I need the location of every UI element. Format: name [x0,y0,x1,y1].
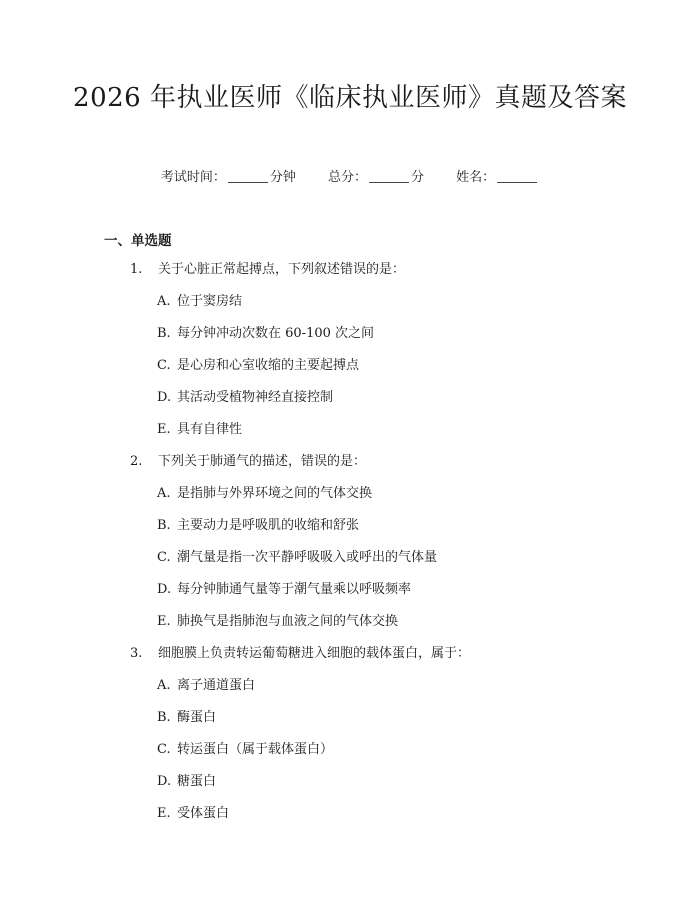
question-stem [0,254,700,286]
option-letter: A. [157,294,171,309]
question-text: 细胞膜上负责转运葡萄糖进入细胞的载体蛋白，属于： [158,646,471,661]
option-b [0,702,700,734]
section-title: 一、单选题 [104,233,172,249]
score-blank [369,170,409,183]
option-text: 受体蛋白 [177,806,230,821]
score-unit: 分 [411,170,425,185]
option-letter: E. [157,614,171,629]
option-letter: E. [157,806,171,821]
time-label: 考试时间： [160,170,226,185]
option-text: 位于窦房结 [177,294,243,309]
question-1 [0,254,700,446]
option-text: 每分钟肺通气量等于潮气量乘以呼吸频率 [177,582,412,597]
question-number: 1. [130,262,143,277]
question-number: 3. [130,646,143,661]
option-letter: D. [157,582,172,597]
option-text: 糖蛋白 [177,774,217,789]
option-b [0,510,700,542]
option-b [0,318,700,350]
option-letter: E. [157,422,171,437]
option-letter: C. [157,358,171,373]
exam-score [328,170,424,185]
question-stem [0,446,700,478]
option-letter: B. [157,326,171,341]
option-c [0,734,700,766]
option-letter: D. [157,390,172,405]
question-text: 关于心脏正常起搏点，下列叙述错误的是： [158,262,406,277]
option-e [0,606,700,638]
option-text: 其活动受植物神经直接控制 [177,390,334,405]
option-e [0,798,700,830]
option-letter: C. [157,742,171,757]
exam-time [161,170,296,185]
option-text: 是指肺与外界环境之间的气体交换 [177,486,373,501]
option-letter: A. [157,678,171,693]
option-text: 主要动力是呼吸肌的收缩和舒张 [177,518,360,533]
option-text: 具有自律性 [177,422,243,437]
option-text: 酶蛋白 [177,710,217,725]
option-a [0,478,700,510]
option-letter: D. [157,774,172,789]
option-c [0,542,700,574]
option-text: 是心房和心室收缩的主要起搏点 [177,358,360,373]
option-d [0,574,700,606]
option-letter: C. [157,550,171,565]
question-3 [0,638,700,830]
question-list [0,254,700,830]
option-text: 转运蛋白（属于载体蛋白） [177,742,334,757]
question-number: 2. [130,454,143,469]
option-text: 每分钟冲动次数在 60-100 次之间 [177,326,375,341]
option-text: 肺换气是指肺泡与血液之间的气体交换 [177,614,399,629]
option-letter: B. [157,710,171,725]
question-text: 下列关于肺通气的描述，错误的是： [158,454,367,469]
option-letter: A. [157,486,171,501]
exam-meta [0,168,700,188]
option-d [0,766,700,798]
option-d [0,382,700,414]
exam-name [456,170,539,185]
option-text: 潮气量是指一次平静呼吸吸入或呼出的气体量 [177,550,438,565]
time-blank [228,170,268,183]
option-a [0,670,700,702]
option-e [0,414,700,446]
option-a [0,286,700,318]
option-text: 离子通道蛋白 [177,678,256,693]
question-2 [0,446,700,638]
page-title: 2026 年执业医师《临床执业医师》真题及答案 [73,83,627,113]
option-c [0,350,700,382]
time-unit: 分钟 [269,170,296,185]
question-stem [0,638,700,670]
option-letter: B. [157,518,171,533]
name-blank [497,170,537,183]
score-label: 总分： [327,170,367,185]
name-label: 姓名： [456,170,496,185]
